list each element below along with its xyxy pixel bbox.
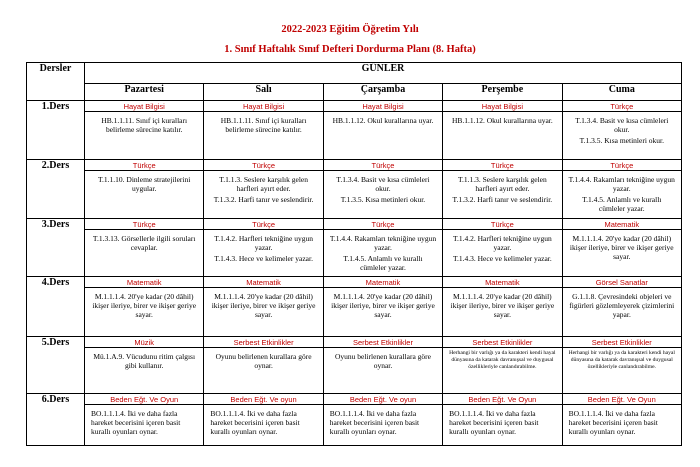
objective-text [85, 288, 203, 321]
lesson-cell [85, 277, 204, 337]
lesson-cell [443, 160, 562, 219]
lesson-cell [323, 394, 442, 446]
subject-label: Türkçe [563, 101, 681, 112]
subject-label: Türkçe [443, 219, 561, 230]
objective-text [443, 112, 561, 127]
objective-line: T.1.1.3. Seslere karşılık gelen harfleri ayırt eder. [219, 175, 308, 193]
lesson-cell [204, 219, 323, 277]
objective-text [563, 171, 681, 215]
subject-label: Türkçe [443, 160, 561, 171]
objective-line: M.1.1.1.4. 20'ye kadar (20 dâhil) ikişer ileriye, birer ve ikişer geriye sayar. [92, 292, 197, 319]
lesson-cell [85, 219, 204, 277]
lesson-label: 3.Ders [27, 219, 85, 277]
objective-text [324, 230, 442, 274]
objective-line: BO.1.1.1.4. İki ve daha fazla hareket becerisini içeren basit kurallı oyunları oynar. [568, 409, 658, 436]
objective-text [324, 405, 442, 438]
objective-line: BO.1.1.1.4. İki ve daha fazla hareket becerisini içeren basit kurallı oyunları oynar. [449, 409, 539, 436]
objective-line: T.1.3.13. Görsellerle ilgili soruları cevaplar. [92, 234, 196, 252]
lesson-cell [204, 394, 323, 446]
schedule-body [27, 101, 682, 446]
lesson-cell [562, 277, 681, 337]
subject-label: Hayat Bilgisi [324, 101, 442, 112]
subject-label: Serbest Etkinlikler [204, 337, 322, 348]
header-dersler: Dersler [27, 63, 85, 101]
objective-line: T.1.3.2. Harfi tanır ve seslendirir. [213, 195, 314, 204]
subject-label: Hayat Bilgisi [204, 101, 322, 112]
objective-line: T.1.4.5. Anlamlı ve kurallı cümleler yazar. [582, 195, 662, 213]
objective-text [563, 230, 681, 263]
objective-line: T.1.4.4. Rakamları tekniğine uygun yazar. [329, 234, 437, 252]
objective-text [324, 348, 442, 372]
lesson-cell [562, 337, 681, 394]
objective-text [563, 348, 681, 373]
objective-line: HB.1.1.11. Sınıf içi kuralları belirleme sürecine katılır. [101, 116, 188, 134]
lesson-cell [562, 219, 681, 277]
title-plan: 1. Sınıf Haftalık Sınıf Defteri Dordurma Planı (8. Hafta) [224, 44, 476, 55]
lesson-cell [204, 277, 323, 337]
subject-label: Müzik [85, 337, 203, 348]
day-header: Çarşamba [323, 84, 442, 101]
subject-label: Serbest Etkinlikler [324, 337, 442, 348]
subject-label: Türkçe [204, 160, 322, 171]
lesson-cell [85, 394, 204, 446]
objective-line: T.1.3.4. Basit ve kısa cümleleri okur. [336, 175, 430, 193]
lesson-cell [204, 337, 323, 394]
subject-label: Türkçe [204, 219, 322, 230]
lesson-cell [323, 219, 442, 277]
schedule-table [26, 62, 682, 446]
objective-text [563, 288, 681, 321]
table-row [27, 219, 682, 277]
objective-line: M.1.1.1.4. 20'ye kadar (20 dâhil) ikişer ileriye, birer ve ikişer geriye sayar. [211, 292, 316, 319]
lesson-label: 2.Ders [27, 160, 85, 219]
objective-line: M.1.1.1.4. 20'ye kadar (20 dâhil) ikişer ileriye, birer ve ikişer geriye sayar. [331, 292, 435, 319]
objective-line: M.1.1.1.4. 20'ye kadar (20 dâhil) ikişer ileriye, birer ve ikişer geriye sayar. [569, 234, 674, 261]
table-row [27, 160, 682, 219]
objective-text [204, 348, 322, 372]
table-row [27, 101, 682, 160]
objective-line: T.1.3.5. Kısa metinleri okur. [340, 195, 426, 204]
lesson-cell [443, 277, 562, 337]
objective-text [204, 405, 322, 438]
objective-line: T.1.1.10. Dinleme stratejilerini uygular. [98, 175, 191, 193]
lesson-cell [204, 160, 323, 219]
objective-line: T.1.3.4. Basit ve kısa cümleleri okur. [575, 116, 669, 134]
objective-line: HB.1.1.11. Sınıf içi kuralları belirleme sürecine katılır. [220, 116, 307, 134]
subject-label: Beden Eğt. Ve Oyun [443, 394, 561, 405]
objective-line: BO.1.1.1.4. İki ve daha fazla hareket becerisini içeren basit kurallı oyunları oynar. [210, 409, 300, 436]
objective-line: Herhangi bir varlığı ya da karakteri kendi hayal dünyasına da katarak davranışsal ve duygusal özellikleriyle canlandırabilme. [449, 350, 556, 370]
objective-line: T.1.3.2. Harfi tanır ve seslendirir. [452, 195, 553, 204]
objective-line: BO.1.1.1.4. İki ve daha fazla hareket becerisini içeren basit kurallı oyunları oynar. [329, 409, 420, 436]
objective-line: T.1.4.2. Harfleri tekniğine uygun yazar. [452, 234, 552, 252]
lesson-cell [323, 277, 442, 337]
objective-text [443, 230, 561, 265]
objective-text [324, 171, 442, 206]
subject-label: Serbest Etkinlikler [563, 337, 681, 348]
lesson-cell [562, 160, 681, 219]
objective-line: HB.1.1.12. Okul kurallarına uyar. [332, 116, 434, 125]
subject-label: Türkçe [85, 160, 203, 171]
subject-label: Matematik [563, 219, 681, 230]
objective-line: Oyunu belirlenen kurallara göre oynar. [215, 352, 312, 370]
objective-text [443, 405, 561, 438]
lesson-cell [85, 101, 204, 160]
table-row [27, 394, 682, 446]
objective-line: T.1.4.5. Anlamlı ve kurallı cümleler yazar. [343, 254, 423, 272]
subject-label: Hayat Bilgisi [443, 101, 561, 112]
lesson-cell [85, 160, 204, 219]
lesson-label: 5.Ders [27, 337, 85, 394]
subject-label: Beden Eğt. Ve Oyun [563, 394, 681, 405]
day-header: Pazartesi [85, 84, 204, 101]
table-row [27, 277, 682, 337]
objective-line: T.1.4.4. Rakamları tekniğine uygun yazar. [568, 175, 675, 193]
subject-label: Matematik [443, 277, 561, 288]
lesson-cell [204, 101, 323, 160]
lesson-cell [443, 394, 562, 446]
objective-line: Oyunu belirlenen kurallara göre oynar. [334, 352, 431, 370]
objective-line: T.1.3.5. Kısa metinleri okur. [579, 136, 664, 145]
objective-text [204, 288, 322, 321]
day-header: Perşembe [443, 84, 562, 101]
subject-label: Beden Eğt. Ve Oyun [85, 394, 203, 405]
subject-label: Türkçe [563, 160, 681, 171]
objective-line: Herhangi bir varlığı ya da karakteri kendi hayal dünyasına da katarak davranışsal ve duygusal özellikleriyle canlandırabilme. [568, 350, 675, 370]
lesson-cell [323, 101, 442, 160]
objective-text [443, 288, 561, 321]
subject-label: Hayat Bilgisi [85, 101, 203, 112]
subject-label: Görsel Sanatlar [563, 277, 681, 288]
objective-text [204, 230, 322, 265]
objective-line: T.1.4.3. Hece ve kelimeler yazar. [214, 254, 313, 263]
lesson-cell [85, 337, 204, 394]
subject-label: Matematik [324, 277, 442, 288]
table-row [27, 337, 682, 394]
lesson-cell [562, 101, 681, 160]
day-header: Cuma [562, 84, 681, 101]
subject-label: Beden Eğt. Ve oyun [204, 394, 322, 405]
objective-text [563, 112, 681, 147]
lesson-label: 6.Ders [27, 394, 85, 446]
objective-text [85, 112, 203, 136]
objective-line: T.1.4.2. Harfleri tekniğine uygun yazar. [214, 234, 313, 252]
objective-text [85, 348, 203, 372]
lesson-cell [443, 101, 562, 160]
objective-text [443, 348, 561, 373]
objective-text [324, 112, 442, 127]
objective-line: G.1.1.8. Çevresindeki objeleri ve figürleri gözlemleyerek çizimlerini yapar. [569, 292, 675, 319]
lesson-cell [443, 337, 562, 394]
subject-label: Türkçe [324, 160, 442, 171]
objective-text [204, 171, 322, 206]
subject-label: Beden Eğt. Ve oyun [324, 394, 442, 405]
objective-text [85, 405, 203, 438]
objective-line: T.1.1.3. Seslere karşılık gelen harfleri ayırt eder. [457, 175, 547, 193]
objective-text [85, 171, 203, 195]
objective-line: HB.1.1.12. Okul kurallarına uyar. [451, 116, 553, 125]
objective-line: M.1.1.1.4. 20'ye kadar (20 dâhil) ikişer ileriye, birer ve ikişer geriye sayar. [450, 292, 555, 319]
subject-label: Matematik [85, 277, 203, 288]
lesson-cell [323, 160, 442, 219]
header-gunler: GÜNLER [85, 63, 682, 84]
objective-line: BO.1.1.1.4. İki ve daha fazla hareket becerisini içeren basit kurallı oyunları oynar. [91, 409, 181, 436]
objective-text [204, 112, 322, 136]
objective-text [85, 230, 203, 254]
objective-line: T.1.4.3. Hece ve kelimeler yazar. [452, 254, 552, 263]
objective-text [324, 288, 442, 321]
lesson-label: 4.Ders [27, 277, 85, 337]
objective-text [563, 405, 681, 438]
lesson-cell [323, 337, 442, 394]
objective-line: Mü.1.A.9. Vücudunu ritim çalgısı gibi kullanır. [93, 352, 196, 370]
subject-label: Serbest Etkinlikler [443, 337, 561, 348]
subject-label: Matematik [204, 277, 322, 288]
lesson-cell [443, 219, 562, 277]
subject-label: Türkçe [324, 219, 442, 230]
subject-label: Türkçe [85, 219, 203, 230]
lesson-label: 1.Ders [27, 101, 85, 160]
day-header: Salı [204, 84, 323, 101]
objective-text [443, 171, 561, 206]
lesson-cell [562, 394, 681, 446]
title-year: 2022-2023 Eğitim Öğretim Yılı [281, 24, 419, 35]
